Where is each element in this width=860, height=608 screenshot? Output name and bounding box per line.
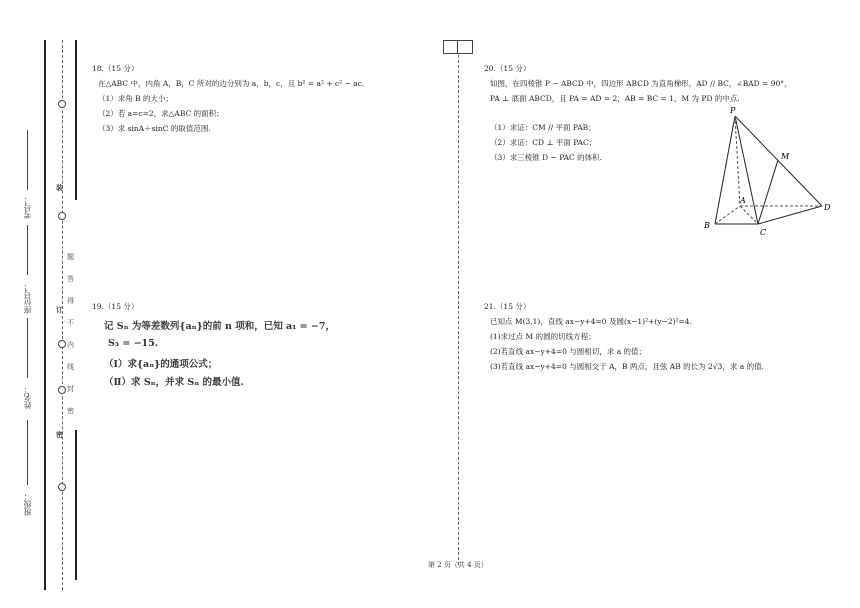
question-text: (1)求过点 M 的圆的切线方程；: [490, 332, 596, 341]
binding-hole: [58, 483, 66, 491]
binding-line-inner-top: [75, 40, 77, 200]
binding-dashed-line: [62, 40, 63, 590]
binding-line-inner-bottom: [75, 430, 77, 580]
notice-char: 线: [67, 363, 74, 371]
seat-no-line: [27, 225, 28, 275]
binding-hole: [58, 340, 66, 348]
question-text: （1）求角 B 的大小；: [98, 94, 174, 103]
class-line: [27, 420, 28, 485]
notice-char: 答: [67, 275, 74, 283]
binding-hole: [58, 100, 66, 108]
top-center-box: [443, 40, 473, 54]
notice-char: 题: [67, 253, 74, 261]
label-C: C: [760, 228, 767, 237]
notice-char: 密: [67, 407, 74, 415]
question-title: 19.（15 分）: [92, 302, 139, 311]
notice-char: 封: [67, 385, 74, 393]
name-line: [27, 318, 28, 378]
question-text: （2）求证：CD ⊥ 平面 PAC；: [490, 138, 597, 147]
bind-char: 密: [56, 430, 63, 439]
question-text: （Ⅱ）求 Sₙ，并求 Sₙ 的最小值.: [104, 377, 244, 388]
question-text: （1）求证：CM // 平面 PAB；: [490, 123, 596, 132]
question-text: （3）求 sinA＋sinC 的取值范围.: [98, 124, 211, 133]
question-text: 如图，在四棱锥 P − ABCD 中，四边形 ABCD 为直角梯形，AD // BC，∠BAD = 90°，: [490, 79, 792, 88]
binding-line-outer: [44, 40, 46, 590]
label-A: A: [740, 196, 746, 205]
name-label: 姓名：: [23, 385, 32, 409]
question-text: (2)若直线 ax−y+4=0 与圆相切，求 a 的值；: [490, 347, 646, 356]
seat-no-label: 座位号：: [23, 282, 32, 314]
question-title: 20.（15 分）: [484, 64, 531, 73]
notice-char: 内: [67, 341, 74, 349]
question-text: PA ⊥ 底面 ABCD，且 PA = AD = 2，AB = BC = 1，M 为 PD 的中点.: [490, 94, 740, 103]
label-M: M: [781, 152, 790, 161]
label-P: P: [730, 106, 736, 115]
bind-char: 装: [56, 183, 63, 192]
question-text: 记 Sₙ 为等差数列{aₙ}的前 n 项和，已知 a₁ = −7，: [104, 321, 336, 332]
question-text: 在△ABC 中，内角 A，B，C 所对的边分别为 a，b，c，且 b² = a² + c² − ac．: [98, 79, 370, 88]
question-text: （2）若 a=c=2，求△ABC 的面积；: [98, 109, 224, 118]
binding-hole: [58, 212, 66, 220]
column-divider: [458, 55, 459, 565]
question-text: (3)若直线 ax−y+4=0 与圆相交于 A，B 两点，且弦 AB 的长为 2√3，求 a 的值.: [490, 362, 764, 371]
bind-char: 订: [56, 305, 63, 314]
notice-char: 不: [67, 319, 74, 327]
question-text: （Ⅰ）求{aₙ}的通项公式；: [104, 359, 218, 370]
pyramid-figure: [700, 104, 840, 239]
label-D: D: [824, 203, 831, 212]
binding-hole: [58, 386, 66, 394]
question-text: S₃ = −15.: [108, 338, 159, 349]
page-number: 第 2 页（共 4 页）: [428, 561, 488, 569]
notice-char: 得: [67, 297, 74, 305]
exam-no-line: [27, 130, 28, 190]
question-text: 已知点 M(3,1)，直线 ax−y+4=0 及圆(x−1)²+(y−2)²=4.: [490, 317, 692, 326]
label-B: B: [704, 221, 710, 230]
question-text: （3）求三棱锥 D − PAC 的体积.: [490, 153, 603, 162]
question-title: 21.（15 分）: [484, 302, 531, 311]
exam-no-label: 考号：: [23, 195, 32, 219]
class-label: 班级：: [23, 492, 32, 516]
question-title: 18.（15 分）: [92, 64, 139, 73]
